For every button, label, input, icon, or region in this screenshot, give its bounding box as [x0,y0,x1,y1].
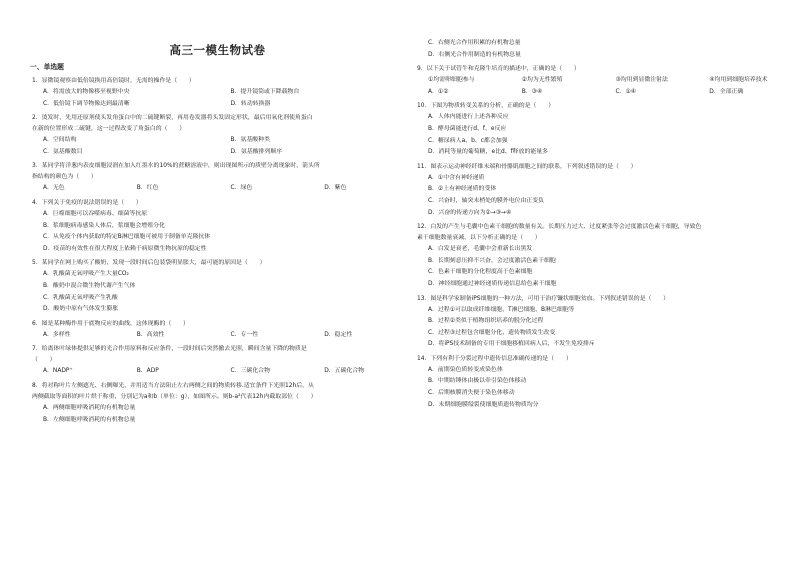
page-title: 高三一模生物试卷 [169,43,266,57]
answer-option: D．稳定性 [324,331,353,338]
answer-option: C．后期核膜消失便于染色体移动 [428,390,515,397]
answer-option: B．③④ [521,88,543,95]
answer-option: B．高效性 [136,331,165,338]
question-text: （ ） [32,357,56,364]
question-text: 11．图表示运动神经纤维末端和骨骼肌细胞之间的联系，下列叙述错误的是（ ） [417,163,637,170]
right-column [415,0,790,414]
question-text: 13．图是科学家制备iPS细胞的一种方法，可用于治疗镰状细胞贫血。下列叙述错误的是（ ） [417,295,670,302]
answer-option: D．右侧光合作用制造的有机物总量 [428,51,521,58]
left-column [30,0,405,429]
question [415,38,790,61]
question [415,294,790,351]
answer-option: D．消耗等量的葡萄糖，e比d、f释放的能量多 [428,149,549,156]
option-list [415,38,790,61]
answer-option: A．①② [428,88,449,95]
answer-option: D．将iPS技术制备的专用干细胞移植回病人后，不发生免疫排斥 [428,341,595,348]
option-list [30,183,405,195]
question-text: 2．烫发时，先用还原剂使头发角蛋白中的二硫键断裂，再用卷发器将头发固定形状，最后用氧化剂使角蛋白 [32,115,313,122]
question-text: 在新的位置形成二硫键，这一过程改变了角蛋白的（ ） [32,126,186,133]
option-list [415,112,790,158]
question-text: 6．图是某种酶作用于底物反应的曲线，这体现酶的（ ） [32,320,189,327]
answer-option: C．兴奋时，轴突末梢处的膜外电位由正变负 [428,197,545,204]
answer-option: C．氨基酸数目 [43,148,83,155]
question [415,101,790,158]
option-list [30,87,405,110]
answer-option: B．提升镜筒或下降载物台 [230,89,300,95]
question [415,222,790,290]
question [30,319,405,342]
answer-option: A．将需放大的物像移至视野中央 [43,89,130,95]
answer-option: B．酵母菌能进行d、f、e反应 [428,125,507,132]
answer-option: A．NADP⁺ [43,368,73,375]
question [30,258,405,315]
answer-option: B．长期刻意压抑不兴奋，会过度激活色素干细胞 [428,257,556,264]
answer-option: D．全部正确 [709,88,744,95]
question [30,381,405,426]
answer-option: C．右侧光合作用积累的有机物总量 [428,40,521,46]
answer-option: B．氨基酸种类 [230,137,270,144]
answer-option: A．过程①可以取成纤维细胞、T淋巴细胞、B淋巴细胞等 [428,306,575,313]
answer-option: B．ADP [136,368,159,375]
question [30,161,405,195]
answer-option: A．空间结构 [43,137,77,144]
answer-option: B．红色 [136,185,159,192]
answer-option: C．三碳化合物 [230,368,270,375]
option-list [30,330,405,342]
option-list [30,135,405,158]
answer-option: A．白发是衰老，毛囊中会重新长出黑发 [428,246,533,253]
answer-option: B．中期纺锤体由极以牵引染色体移动 [428,378,527,385]
answer-option: B．酸奶中混合微生物代谢产生气体 [43,282,136,289]
option-list [30,269,405,315]
option-list [415,173,790,219]
answer-option: A．两侧细胞呼吸消耗的有机物总量 [43,404,136,411]
question [30,76,405,110]
answer-option: D．紫色 [324,185,347,192]
left-question-list [30,76,405,426]
answer-option: A．前期染色质转变成染色体 [428,366,503,373]
answer-option: C．乳酸菌无氧呼吸产生乳酸 [43,294,118,301]
question-text: 7．给离体叶绿体提供足够的光合作用原料和反应条件，一段时间后突然撤去光照，瞬间含量下降的物质是 [32,346,307,353]
option-list [415,75,790,98]
question-text: 14．下列有利于分裂过程中遗传信息准确传递的是（ ） [417,355,572,362]
answer-option: C．过程③过程包含细胞分化，遗传物质发生改变 [428,329,556,336]
answer-option: C．①④ [615,88,637,95]
question-text: 素干细胞数量衰减，以下分析正确的是（ ） [417,235,541,242]
question [30,113,405,158]
answer-option: D．疫苗的有效性在很大程度上依赖于病原微生物抗原的稳定性 [43,245,207,252]
answer-option: A．人体内能进行上述各种反应 [428,114,509,121]
question-text: 10．下图为物质转变关系的分析，正确的是（ ） [417,103,555,110]
answer-option: ④均用到细胞培养技术 [709,77,768,84]
option-list [415,244,790,290]
question [415,162,790,219]
answer-option: C．低倍镜下调节物像达到最清晰 [43,100,130,107]
question-text: 1．显微镜观察由低倍镜换用高倍镜时，无需的操作是（ ） [32,78,195,84]
question-text: 8．将对称叶片左侧遮光、右侧曝光，并用适当方法阻止左右两侧之间的物质转移.适宜条件下光照12h后，从 [32,382,314,389]
answer-option: A．①中含有神经递质 [428,174,485,181]
answer-option: B．②上有神经递质的受体 [428,186,497,193]
option-list [30,366,405,378]
question-text: 5．某同学在网上购买了酸奶，发现一段时间后包装袋明显胀大，最可能的原因是（ ） [32,260,266,267]
answer-option: B．过程②类似于植物组织培养的脱分化过程 [428,318,544,325]
answer-option: D．转动转换器 [230,100,271,107]
question-text: 两侧截取等面积的叶片烘干称重，分别记为a和b（单位：g），如图所示。则b-a²代表12h内截取部位（ ） [32,393,317,400]
question [415,64,790,98]
answer-option: C．从免疫个体内获取的特定B淋巴细胞可被用于制备单克隆抗体 [43,234,211,241]
answer-option: A．巨噬细胞可以吞噬病毒、细菌等抗原 [43,210,148,217]
question [415,354,790,411]
question-text: 9．以下关于试管牛和克隆牛培育的描述中，正确的是（ ） [417,66,580,73]
answer-option: ③均用到显微注射法 [615,77,668,84]
right-question-list [415,38,790,411]
answer-option: D．酸奶中原有气体发生膨胀 [43,306,119,313]
option-list [415,305,790,351]
question-text: 12．白发的产生与毛囊中色素干细胞的数量有关。长期压力过大、过度紧张等会过度激活色素干细胞，导致色 [417,224,702,231]
option-list [30,403,405,426]
question-text: 指结构的颜色为（ ） [32,174,97,181]
question-text: 4．下列关于免疫的说法错误的是（ ） [32,199,142,206]
answer-option: A．多样性 [43,331,71,338]
question [30,198,405,255]
answer-option: A．乳酸菌无氧呼吸产生大量CO₂ [43,271,129,278]
question [30,344,405,378]
answer-option: ②均为无性繁殖 [521,77,563,84]
answer-option: C．专一性 [230,331,259,338]
answer-option: B．浆细胞病毒感染人体后，浆细胞会增殖分化 [43,222,165,229]
answer-option: D．兴奋的传递方向为②→③→④ [428,209,512,216]
option-list [30,209,405,255]
answer-option: C．绿色 [230,185,253,192]
option-list [415,365,790,411]
answer-option: C．色素干细胞的分化程度高于色素细胞 [428,269,533,276]
answer-option: D．末期细胞膜缢裂使细胞质遗传物质均分 [428,401,539,408]
section-heading: 一、单选题 [30,63,64,71]
answer-option: D．五碳化合物 [324,368,365,375]
answer-option: C．糖尿病人a、b、c都会加强 [428,137,508,144]
answer-option: D．神经细胞通过神经递质传递信息给色素干细胞 [428,280,557,287]
question-text: 3．某同学将洋葱内表皮细胞浸润在加入红墨水的10%的蔗糖溶液中，则出现图所示的质壁分离现象时，箭头所 [32,163,320,170]
answer-option: A．无色 [43,185,65,192]
answer-option: D．氨基酸排列顺序 [230,148,283,155]
answer-option: ①均需卵细胞参与 [428,77,475,84]
answer-option: B．左侧细胞呼吸消耗的有机物总量 [43,416,136,423]
